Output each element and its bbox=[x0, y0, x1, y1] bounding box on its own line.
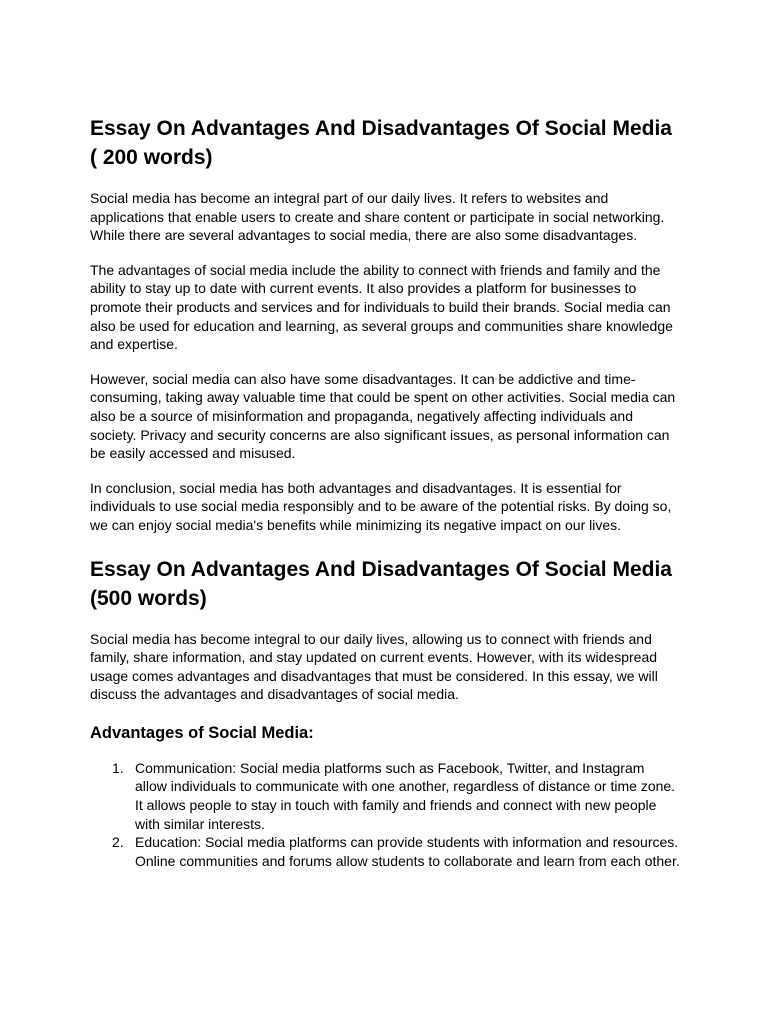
document-page bbox=[90, 114, 680, 870]
advantages-heading: Advantages of Social Media: bbox=[90, 723, 314, 742]
list-item-text: Education: Social media platforms can provide students with information and resources. Online communities and forums allow students to collaborate and learn from each other. bbox=[135, 834, 680, 869]
advantages-list bbox=[90, 759, 680, 871]
essay-500-title: Essay On Advantages And Disadvantages Of Social Media (500 words) bbox=[90, 557, 672, 610]
list-item-text: Communication: Social media platforms such as Facebook, Twitter, and Instagram allow individuals to communicate with one another, regardless of distance or time zone. It allows people to stay in touch with family and friends and connect with new people with similar interests. bbox=[135, 759, 676, 832]
list-item-number: 2. bbox=[112, 834, 124, 851]
essay-200-paragraph: However, social media can also have some disadvantages. It can be addictive and time-consuming, taking away valuable time that could be spent on other activities. Social media can also be a source of misinformation and propaganda, negatively affecting individuals and society. Privacy and security concerns are also significant issues, as personal information can be easily accessed and misused. bbox=[90, 370, 676, 462]
essay-200-paragraph: The advantages of social media include the ability to connect with friends and family and the ability to stay up to date with current events. It also provides a platform for businesses to promote their products and services and for individuals to build their brands. Social media can also be used for education and learning, as several groups and communities share knowledge and expertise. bbox=[90, 261, 673, 353]
list-item bbox=[90, 759, 680, 833]
essay-500-intro: Social media has become integral to our daily lives, allowing us to connect with friends and family, share information, and stay updated on current events. However, with its widespread usage comes advantages and disadvantages that must be considered. In this essay, we will discuss the advantages and disadvantages of social media. bbox=[90, 630, 658, 703]
essay-200-paragraph: In conclusion, social media has both advantages and disadvantages. It is essential for individuals to use social media responsibly and to be aware of the potential risks. By doing so, we can enjoy social media's benefits while minimizing its negative impact on our lives. bbox=[90, 479, 672, 533]
essay-200-title: Essay On Advantages And Disadvantages Of Social Media ( 200 words) bbox=[90, 117, 672, 169]
list-item bbox=[90, 833, 680, 870]
list-item-number: 1. bbox=[112, 759, 124, 776]
essay-200-paragraph: Social media has become an integral part of our daily lives. It refers to websites and applications that enable users to create and share content or participate in social networking. While there are several advantages to social media, there are also some disadvantages. bbox=[90, 190, 665, 244]
